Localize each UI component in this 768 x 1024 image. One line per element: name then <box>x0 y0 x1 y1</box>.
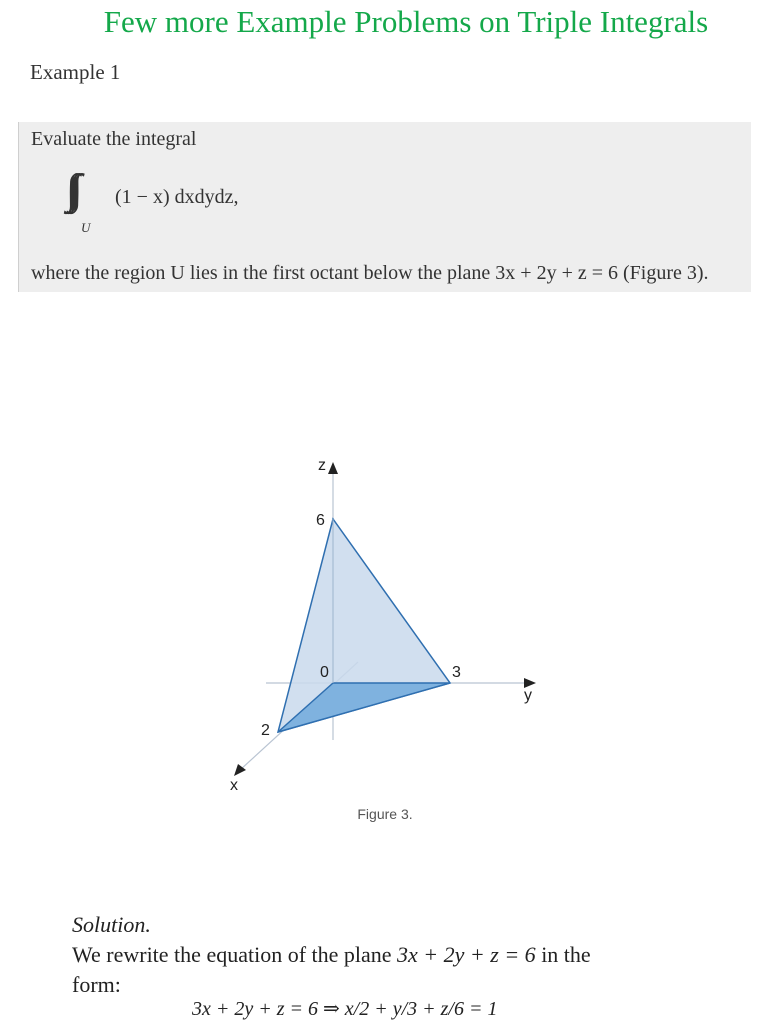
problem-statement: where the region U lies in the first octant below the plane 3x + 2y + z = 6 (Figure 3). <box>31 262 709 284</box>
problem-intro: Evaluate the integral <box>31 128 197 150</box>
tetrahedron-diagram <box>220 440 550 800</box>
figure-3 <box>220 440 550 845</box>
figure-caption: Figure 3. <box>357 806 413 822</box>
solution-text-line2: form: <box>72 972 121 997</box>
z-intercept-label: 6 <box>316 512 325 529</box>
problem-box <box>18 122 751 292</box>
x-axis-label: x <box>230 777 238 794</box>
x-intercept-label: 2 <box>261 722 270 739</box>
solution-heading: Solution. <box>72 912 151 937</box>
z-axis-arrow <box>328 462 338 474</box>
page-title: Few more Example Problems on Triple Integrals <box>103 4 709 39</box>
solution-text-before: We rewrite the equation of the plane <box>72 942 392 967</box>
partial-equation: 3x + 2y + z = 6 ⇒ x/2 + y/3 + z/6 = 1 <box>192 998 498 1020</box>
solution-section <box>72 910 712 1000</box>
y-axis-label: y <box>524 687 532 704</box>
integral-region: U <box>81 220 91 235</box>
origin-label: 0 <box>320 664 329 681</box>
solution-text-after: in the <box>541 942 591 967</box>
plane-equation: 3x + 2y + z = 6 <box>397 942 536 967</box>
example-label: Example 1 <box>30 60 121 84</box>
integrand: (1 − x) dxdydz, <box>115 186 239 208</box>
solution-paragraph <box>72 940 712 970</box>
z-axis-label: z <box>318 457 326 474</box>
y-intercept-label: 3 <box>452 664 461 681</box>
